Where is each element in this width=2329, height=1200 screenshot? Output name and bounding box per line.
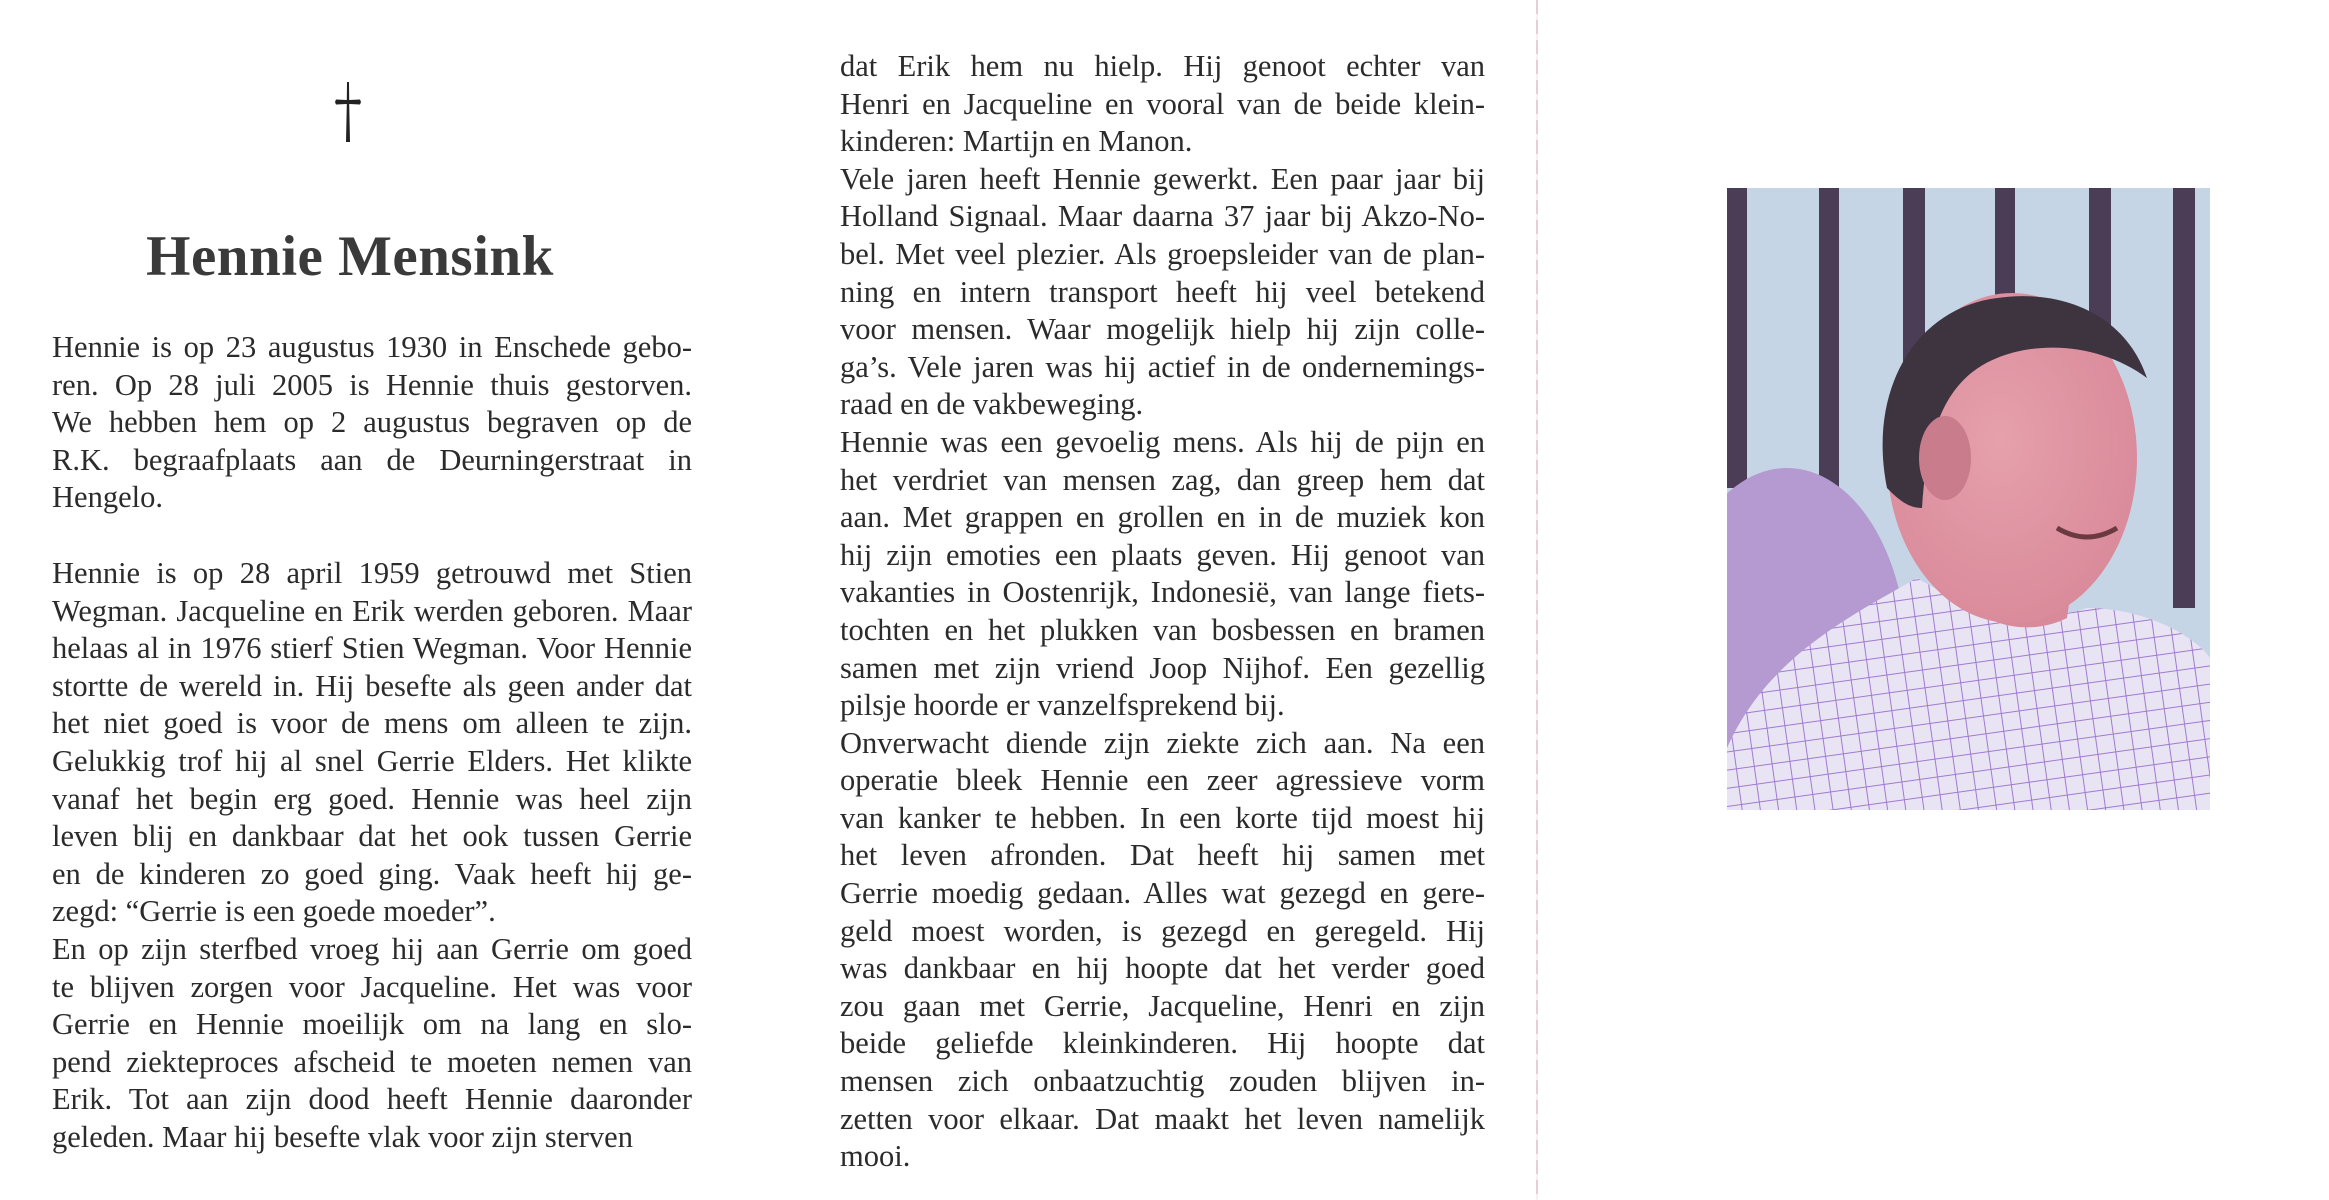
text-line: bel. Met veel plezier. Als groepsleider van de plan- [840, 236, 1485, 271]
text-line: het niet goed is voor de mens om alleen te zijn. [52, 706, 692, 741]
text-line: van kanker te hebben. In een korte tijd moest hij [840, 800, 1485, 835]
text-line: zou gaan met Gerrie, Jacqueline, Henri en zijn [840, 988, 1485, 1023]
text-line: Hennie was een gevoelig mens. Als hij de pijn en [840, 424, 1485, 459]
text-line: ren. Op 28 juli 2005 is Hennie thuis gestorven. [52, 367, 692, 402]
text-line: beide geliefde kleinkinderen. Hij hoopte dat [840, 1026, 1485, 1061]
portrait-illustration [1727, 188, 2210, 810]
text-line: Gerrie moedig gedaan. Alles wat gezegd en gere- [840, 876, 1485, 911]
text-line: zegd: “Gerrie is een goede moeder”. [52, 894, 496, 929]
text-line: pend ziekteproces afscheid te moeten nemen van [52, 1044, 692, 1079]
text-line: Hennie is op 23 augustus 1930 in Enschede gebo- [52, 330, 692, 364]
text-line: Wegman. Jacqueline en Erik werden geboren. Maar [52, 593, 692, 628]
text-line: tochten en het plukken van bosbessen en bramen [840, 612, 1485, 647]
text-line: kinderen: Martijn en Manon. [840, 124, 1193, 159]
text-line: zetten voor elkaar. Dat maakt het leven namelijk [840, 1101, 1485, 1136]
text-line: Henri en Jacqueline en vooral van de beide klein- [840, 86, 1485, 121]
text-line: We hebben hem op 2 augustus begraven op de [52, 405, 692, 440]
text-line: Holland Signaal. Maar daarna 37 jaar bij Akzo-No- [840, 199, 1485, 234]
text-line: mensen zich onbaatzuchtig zouden blijven in- [840, 1064, 1485, 1099]
text-line: Gelukkig trof hij al snel Gerrie Elders. Het klikte [52, 743, 692, 778]
text-line: te blijven zorgen voor Jacqueline. Het was voor [52, 969, 692, 1004]
intro-paragraph [52, 329, 692, 517]
text-line: en de kinderen zo goed ging. Vaak heeft hij ge- [52, 856, 692, 891]
text-line: vanaf het begin erg goed. Hennie was heel zijn [52, 781, 692, 816]
text-line: helaas al in 1976 stierf Stien Wegman. Voor Hennie [52, 631, 692, 666]
life-story-middle [840, 48, 1485, 1176]
text-line: was dankbaar en hij hoopte dat het verder goed [840, 951, 1485, 986]
text-line: voor mensen. Waar mogelijk hielp hij zijn colle- [840, 312, 1485, 347]
life-story-left [52, 555, 692, 1157]
text-line: ga’s. Vele jaren was hij actief in de ondernemings- [840, 349, 1485, 384]
text-line: mooi. [840, 1139, 911, 1174]
text-line: Gerrie en Hennie moeilijk om na lang en slo- [52, 1007, 692, 1042]
text-line: pilsje hoorde er vanzelfsprekend bij. [840, 688, 1285, 723]
text-line: het leven afronden. Dat heeft hij samen met [840, 838, 1485, 873]
cross-icon [333, 80, 363, 144]
text-line: Vele jaren heeft Hennie gewerkt. Een paar jaar bij [840, 161, 1485, 196]
text-line: operatie bleek Hennie een zeer agressieve vorm [840, 763, 1485, 798]
text-line: samen met zijn vriend Joop Nijhof. Een gezellig [840, 650, 1485, 685]
middle-page [780, 0, 1536, 1200]
left-page [0, 0, 760, 1200]
text-line: raad en de vakbeweging. [840, 387, 1144, 422]
text-line: R.K. begraafplaats aan de Deurningerstraat in [52, 442, 692, 477]
text-line: Erik. Tot aan zijn dood heeft Hennie daaronder [52, 1082, 692, 1117]
text-line: hij zijn emoties een plaats geven. Hij genoot van [840, 537, 1485, 572]
portrait-photo [1727, 188, 2210, 810]
text-line: aan. Met grappen en grollen en in de muziek kon [840, 500, 1485, 535]
text-line: het verdriet van mensen zag, dan greep hem dat [840, 462, 1485, 497]
text-line: En op zijn sterfbed vroeg hij aan Gerrie om goed [52, 931, 692, 966]
text-line: stortte de wereld in. Hij besefte als geen ander dat [52, 668, 692, 703]
text-line: Hengelo. [52, 480, 163, 515]
text-line: vakanties in Oostenrijk, Indonesië, van lange fiets- [840, 575, 1485, 610]
text-line: geleden. Maar hij besefte vlak voor zijn sterven [52, 1119, 633, 1154]
text-line: ning en intern transport heeft hij veel betekend [840, 274, 1485, 309]
deceased-name: Hennie Mensink [146, 225, 554, 288]
text-line: leven blij en dankbaar dat het ook tussen Gerrie [52, 819, 692, 854]
text-line: geld moest worden, is gezegd en geregeld. Hij [840, 913, 1485, 948]
text-line: Onverwacht diende zijn ziekte zich aan. Na een [840, 725, 1485, 760]
text-line: Hennie is op 28 april 1959 getrouwd met Stien [52, 556, 692, 590]
text-line: dat Erik hem nu hielp. Hij genoot echter van [840, 49, 1485, 83]
